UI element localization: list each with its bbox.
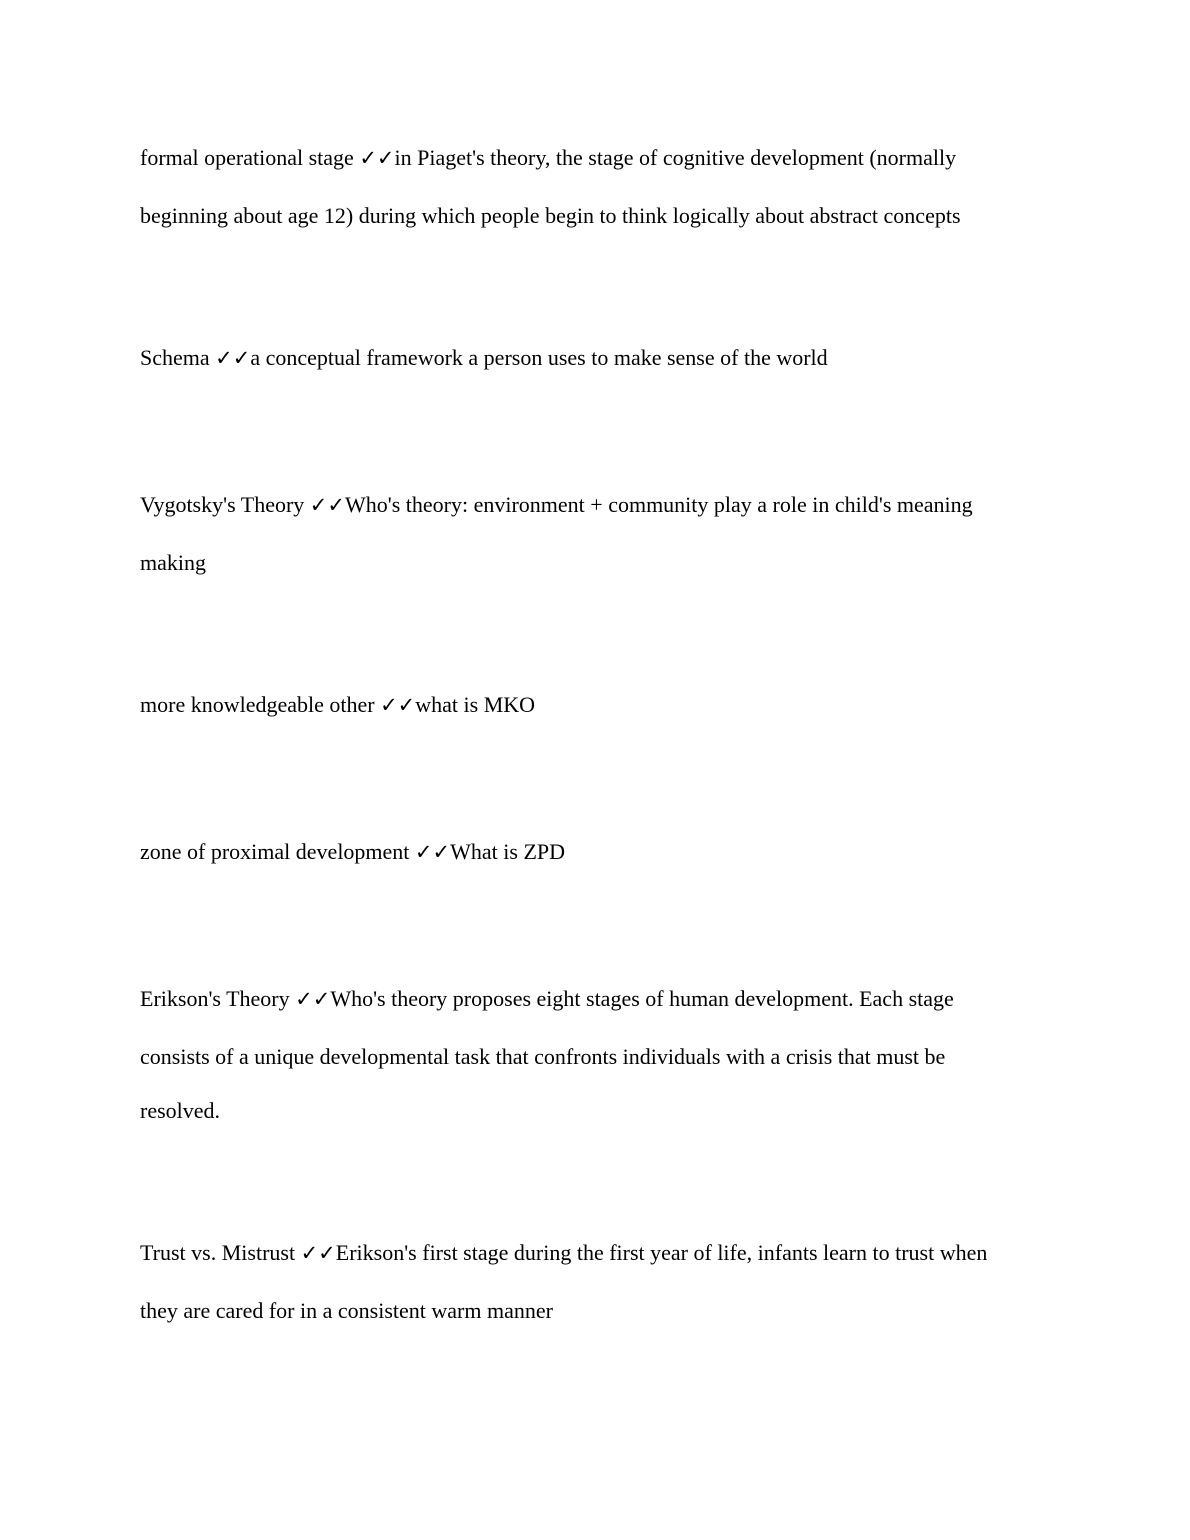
entry-definition-continued: beginning about age 12) during which people begin to think logically about abstract concepts xyxy=(140,203,961,228)
entry-definition-continued: consists of a unique developmental task that confronts individuals with a crisis that must be xyxy=(140,1044,946,1069)
entry-definition: what is MKO xyxy=(415,692,536,717)
entry-line xyxy=(140,345,828,371)
entry-term: Trust vs. Mistrust xyxy=(140,1240,301,1265)
entry-line xyxy=(140,986,954,1012)
entry-definition: Who's theory proposes eight stages of human development. Each stage xyxy=(330,986,954,1011)
entry-term: more knowledgeable other xyxy=(140,692,381,717)
entry-definition-continued: making xyxy=(140,550,206,575)
entry-definition-continued: resolved. xyxy=(140,1098,221,1123)
entry-definition: What is ZPD xyxy=(450,839,566,864)
double-check-icon: ✓✓ xyxy=(300,1241,336,1265)
entry-term: Schema xyxy=(140,345,216,370)
entry-term: Erikson's Theory xyxy=(140,986,296,1011)
entry-term: Vygotsky's Theory xyxy=(140,492,310,517)
entry-definition: Who's theory: environment + community play a role in child's meaning xyxy=(344,492,973,517)
double-check-icon: ✓✓ xyxy=(215,346,251,370)
double-check-icon: ✓✓ xyxy=(295,987,331,1011)
entry-definition: in Piaget's theory, the stage of cognitive development (normally xyxy=(394,145,957,170)
double-check-icon: ✓✓ xyxy=(414,840,451,864)
entry-term: formal operational stage xyxy=(140,145,360,170)
entry-line xyxy=(140,839,565,865)
double-check-icon: ✓✓ xyxy=(359,146,395,170)
double-check-icon: ✓✓ xyxy=(309,493,345,517)
entry-definition-continued: they are cared for in a consistent warm manner xyxy=(140,1298,553,1323)
entry-term: zone of proximal development xyxy=(140,839,415,864)
double-check-icon: ✓✓ xyxy=(380,693,416,717)
entry-line xyxy=(140,692,535,718)
entry-definition: Erikson's first stage during the first year of life, infants learn to trust when xyxy=(335,1240,988,1265)
entry-line xyxy=(140,1240,987,1266)
entry-definition: a conceptual framework a person uses to make sense of the world xyxy=(250,345,828,370)
entry-line xyxy=(140,145,956,171)
entry-line xyxy=(140,492,973,518)
